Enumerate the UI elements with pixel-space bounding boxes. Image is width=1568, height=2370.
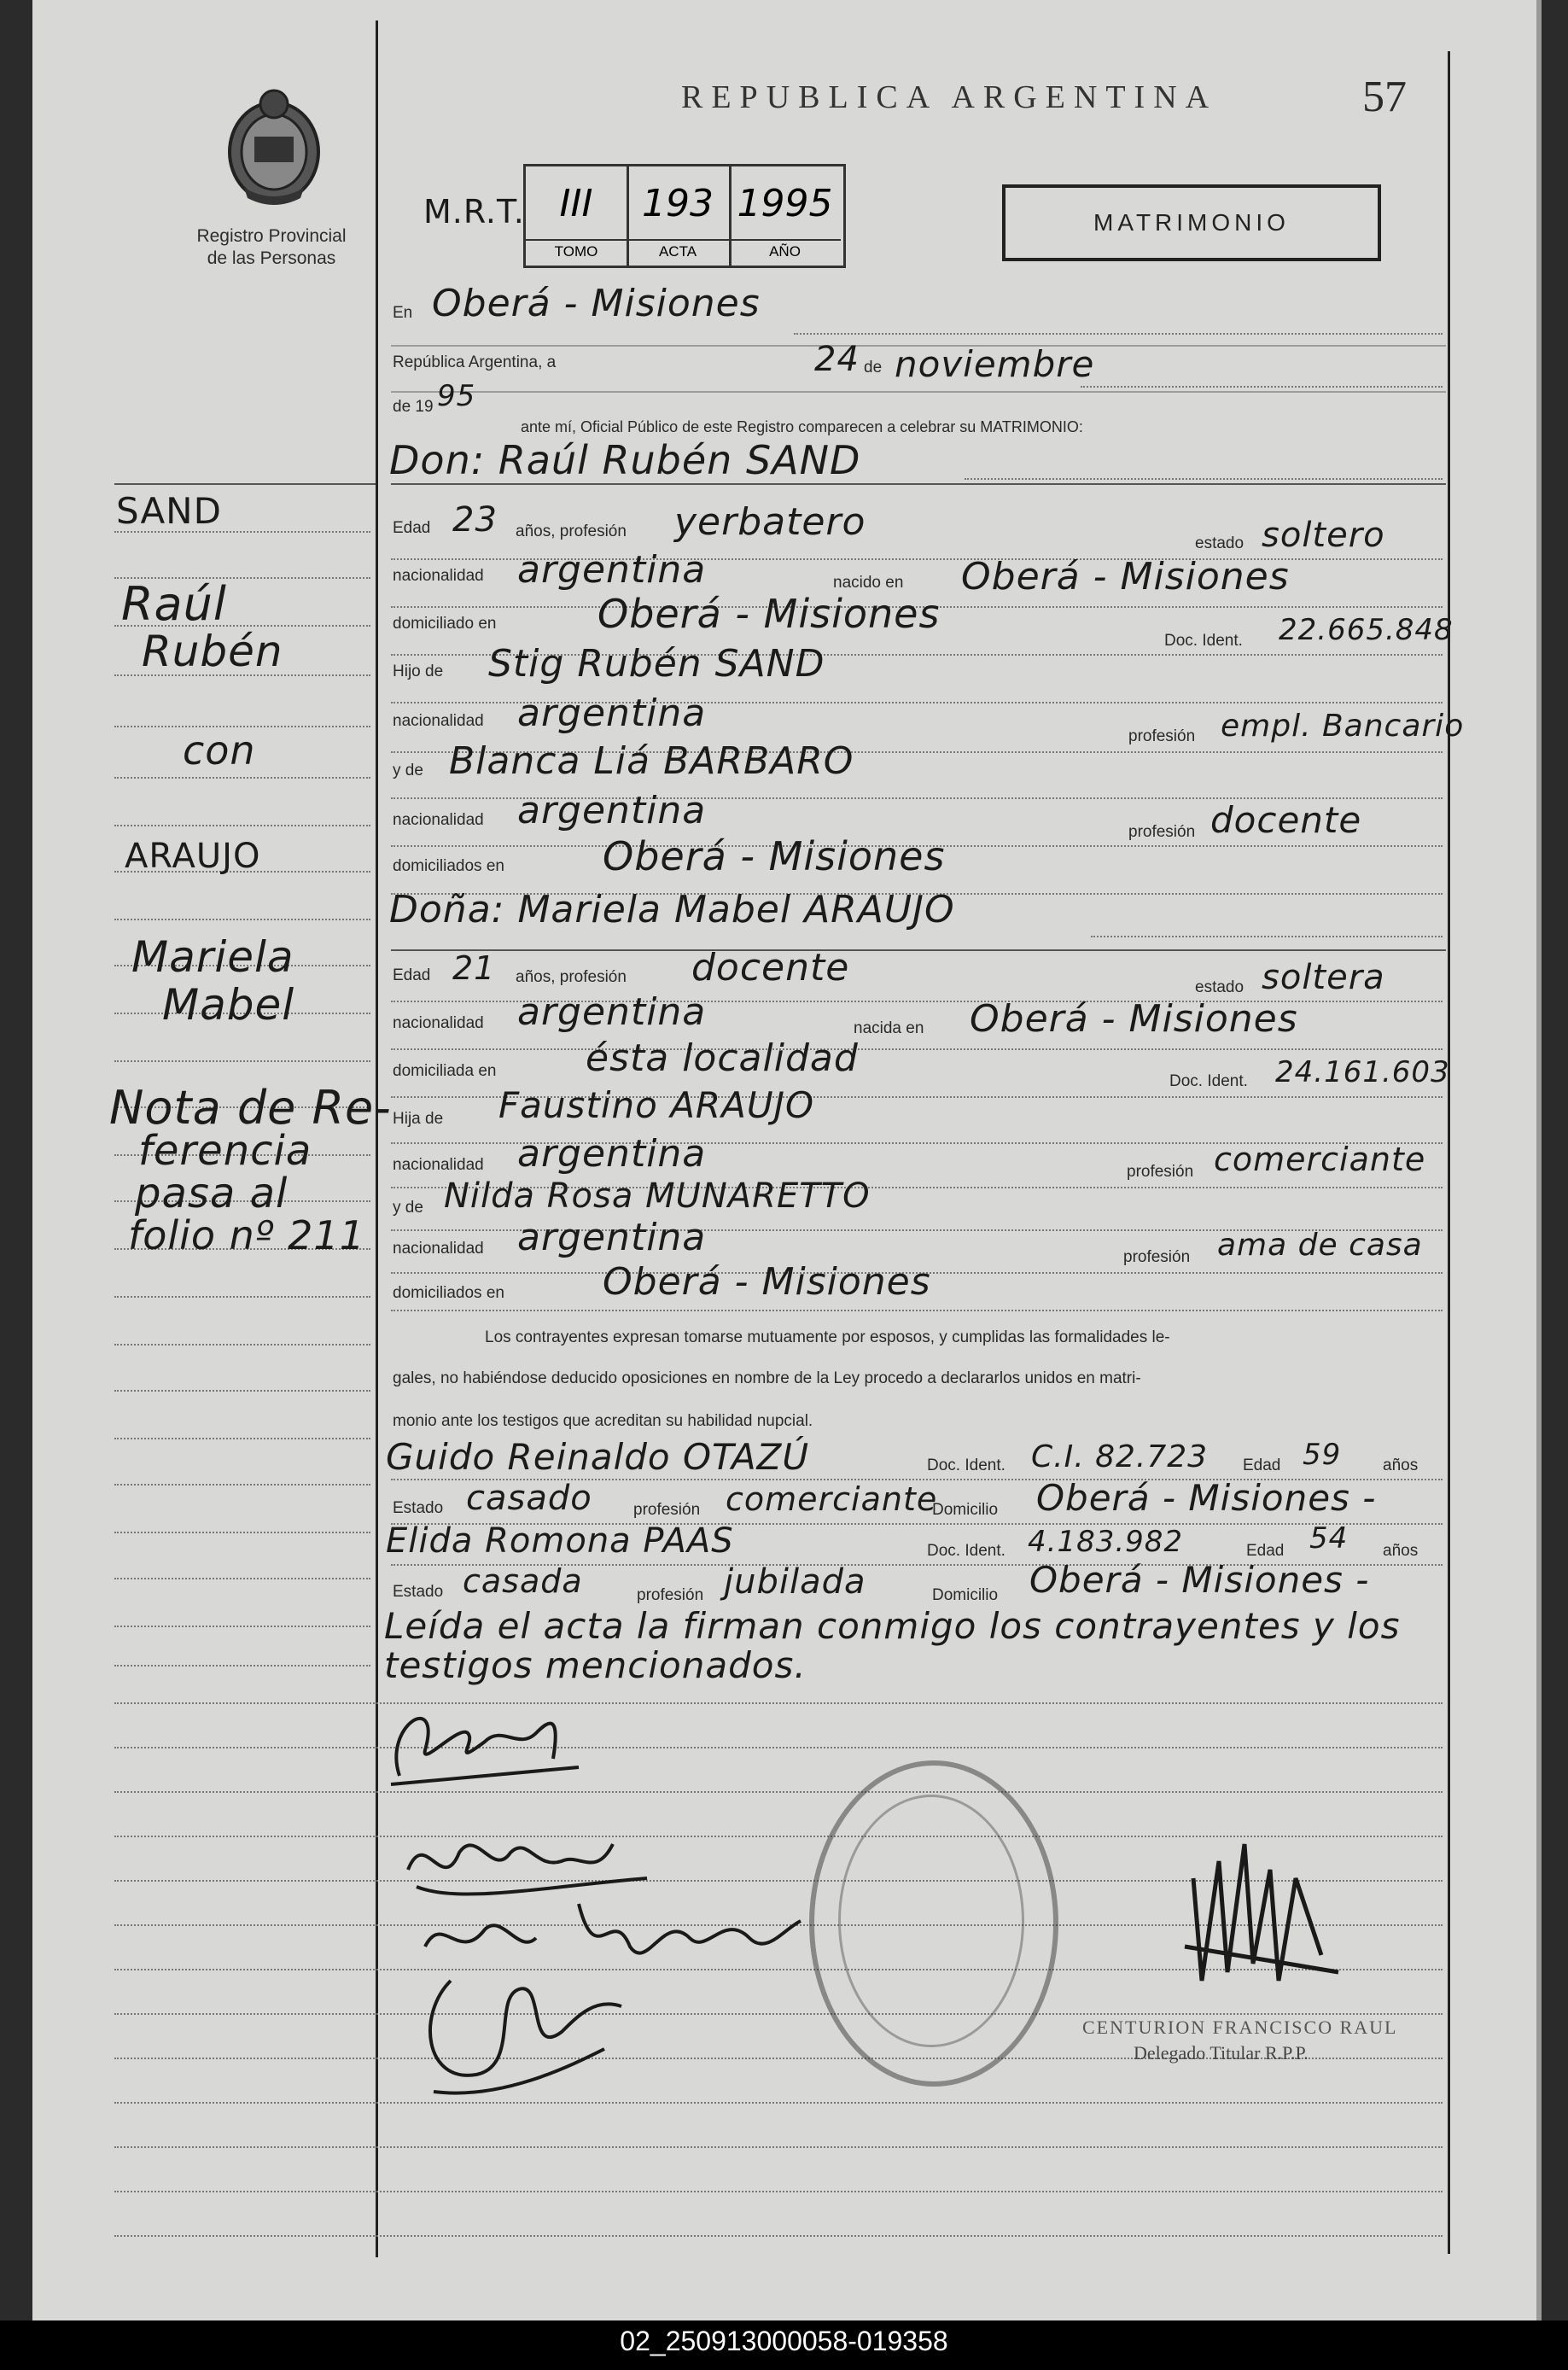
profesion-label: profesión bbox=[1128, 823, 1196, 841]
declaration-line1: Los contrayentes expresan tomarse mutuamente por esposos, y cumplidas las formalidades le- bbox=[485, 1328, 1170, 1346]
bride-line: Doña: Mariela Mabel ARAUJO bbox=[389, 888, 955, 931]
rule bbox=[391, 949, 1446, 951]
witness1-domicilio: Oberá - Misiones - bbox=[1036, 1477, 1377, 1519]
tomo-value: III bbox=[559, 182, 593, 225]
witness1-edad: 59 bbox=[1303, 1438, 1342, 1472]
declaration-line3: monio ante los testigos que acreditan su habilidad nupcial. bbox=[393, 1412, 813, 1430]
margin-line bbox=[114, 1344, 370, 1346]
groom-nacido: Oberá - Misiones bbox=[961, 555, 1290, 598]
margin-surname1: SAND bbox=[116, 490, 222, 532]
fill-line bbox=[965, 478, 1443, 480]
place-value: Oberá - Misiones bbox=[432, 282, 761, 325]
registry-label bbox=[169, 225, 374, 270]
official-name: CENTURION FRANCISCO RAUL bbox=[1082, 2017, 1398, 2038]
official-signature-icon bbox=[1176, 1827, 1347, 2015]
bride-estado: soltera bbox=[1262, 958, 1385, 997]
margin-note3: pasa al bbox=[135, 1170, 289, 1217]
mrt-label: M.R.T. bbox=[423, 193, 525, 231]
fill-line bbox=[114, 1702, 1443, 1704]
groom-father: Stig Rubén SAND bbox=[488, 642, 825, 686]
nacionalidad-label: nacionalidad bbox=[393, 1014, 484, 1032]
groom-edad: 23 bbox=[452, 500, 498, 540]
margin-line bbox=[114, 1626, 370, 1627]
fill-line bbox=[114, 2102, 1443, 2104]
official-seal-stamp bbox=[809, 1760, 1058, 2087]
witness1-name: Guido Reinaldo OTAZÚ bbox=[386, 1436, 810, 1478]
acta-label: ACTA bbox=[627, 239, 729, 260]
bride-domicilio: ésta localidad bbox=[586, 1036, 859, 1080]
witness2-signature-icon bbox=[399, 1947, 656, 2109]
declaration-line2: gales, no habiéndose deducido oposiciones en nombre de la Ley procedo a declararlos unidos en matri- bbox=[393, 1369, 1141, 1387]
fill-line bbox=[1081, 386, 1443, 388]
witness2-name: Elida Romona PAAS bbox=[386, 1521, 734, 1561]
nacida-label: nacida en bbox=[854, 1019, 924, 1037]
margin-given1b: Rubén bbox=[142, 627, 283, 676]
y-de-label: y de bbox=[393, 1199, 423, 1217]
year-prefix: de 19 bbox=[393, 398, 434, 416]
registry-label-line2: de las Personas bbox=[207, 248, 336, 268]
republica-label: República Argentina, a bbox=[393, 353, 557, 371]
witness2-estado: casada bbox=[463, 1562, 583, 1600]
hijo-label: Hijo de bbox=[393, 663, 444, 680]
country-heading: REPUBLICA ARGENTINA bbox=[681, 79, 1218, 115]
anos-label: años bbox=[1383, 1542, 1419, 1560]
domiciliados-label: domiciliados en bbox=[393, 1284, 504, 1302]
profesion-label: profesión bbox=[637, 1586, 704, 1604]
edad-label: Edad bbox=[1246, 1542, 1285, 1560]
margin-given1a: Raúl bbox=[121, 577, 227, 631]
margin-line bbox=[114, 919, 370, 920]
groom-line: Don: Raúl Rubén SAND bbox=[389, 437, 861, 483]
margin-divider bbox=[376, 20, 378, 2257]
bride-nacida: Oberá - Misiones bbox=[970, 997, 1298, 1041]
fill-line bbox=[391, 1310, 1443, 1311]
anos-profesion-label: años, profesión bbox=[516, 968, 627, 986]
month-value: noviembre bbox=[895, 343, 1095, 385]
anio-value: 1995 bbox=[737, 182, 833, 225]
anos-profesion-label: años, profesión bbox=[516, 522, 627, 540]
margin-line bbox=[114, 1060, 370, 1062]
margin-line bbox=[114, 1438, 370, 1439]
edad-label: Edad bbox=[393, 519, 431, 537]
doc-ident-label: Doc. Ident. bbox=[1169, 1072, 1248, 1090]
hija-label: Hija de bbox=[393, 1110, 444, 1128]
bride-doc: 24.161.603 bbox=[1275, 1055, 1450, 1089]
closing-line2: testigos mencionados. bbox=[384, 1644, 807, 1686]
margin-line bbox=[114, 1484, 370, 1486]
groom-mother: Blanca Liá BARBARO bbox=[449, 739, 854, 783]
bride-mother-profesion: ama de casa bbox=[1217, 1228, 1423, 1263]
register-page bbox=[32, 0, 1542, 2322]
witness1-estado: casado bbox=[466, 1479, 592, 1518]
domiciliada-label: domiciliada en bbox=[393, 1062, 497, 1080]
witness1-doc: C.I. 82.723 bbox=[1031, 1439, 1209, 1474]
profesion-label: profesión bbox=[1123, 1248, 1191, 1266]
bride-profesion: docente bbox=[691, 946, 850, 989]
margin-line bbox=[114, 1532, 370, 1533]
bride-edad: 21 bbox=[452, 949, 496, 987]
groom-father-profesion: empl. Bancario bbox=[1221, 709, 1465, 744]
bride-parents-domicilio: Oberá - Misiones bbox=[603, 1260, 931, 1304]
nacido-label: nacido en bbox=[833, 574, 904, 592]
year-suffix: 95 bbox=[437, 379, 476, 413]
fill-line bbox=[794, 333, 1443, 335]
anio-label: AÑO bbox=[729, 239, 841, 260]
seal-inner-ring bbox=[838, 1795, 1024, 2047]
groom-father-nacionalidad: argentina bbox=[517, 692, 707, 735]
witness1-profesion: comerciante bbox=[726, 1480, 938, 1518]
margin-line bbox=[114, 777, 370, 779]
rule bbox=[391, 391, 1446, 393]
anio-cell bbox=[729, 166, 841, 266]
estado-cap-label: Estado bbox=[393, 1583, 444, 1601]
profesion-label: profesión bbox=[633, 1501, 701, 1519]
bride-father: Faustino ARAUJO bbox=[498, 1084, 815, 1126]
witness2-profesion: jubilada bbox=[724, 1562, 866, 1602]
domiciliado-label: domiciliado en bbox=[393, 615, 497, 633]
groom-mother-nacionalidad: argentina bbox=[517, 789, 707, 832]
doc-ident-label: Doc. Ident. bbox=[927, 1456, 1006, 1474]
domiciliados-label: domiciliados en bbox=[393, 857, 504, 875]
groom-profesion: yerbatero bbox=[674, 500, 866, 544]
domicilio-label: Domicilio bbox=[932, 1501, 999, 1519]
day-value: 24 bbox=[814, 340, 860, 379]
estado-cap-label: Estado bbox=[393, 1499, 444, 1517]
anos-label: años bbox=[1383, 1456, 1419, 1474]
de-label: de bbox=[864, 359, 883, 377]
margin-line bbox=[114, 1390, 370, 1392]
groom-mother-profesion: docente bbox=[1210, 799, 1362, 841]
witness2-domicilio: Oberá - Misiones - bbox=[1029, 1559, 1370, 1601]
margin-note1: Nota de Re- bbox=[109, 1081, 392, 1135]
margin-surname2: ARAUJO bbox=[125, 837, 261, 876]
margin-rule bbox=[114, 483, 376, 485]
margin-line bbox=[114, 1578, 370, 1579]
bride-mother-nacionalidad: argentina bbox=[517, 1216, 707, 1259]
fill-line bbox=[114, 2191, 1443, 2192]
domicilio-label: Domicilio bbox=[932, 1586, 999, 1604]
bride-nacionalidad: argentina bbox=[517, 990, 707, 1034]
margin-line bbox=[114, 1665, 370, 1667]
fill-line bbox=[114, 1791, 1443, 1793]
registry-label-line1: Registro Provincial bbox=[196, 226, 347, 246]
scan-id: 02_250913000058-019358 bbox=[620, 2326, 948, 2356]
witness2-doc: 4.183.982 bbox=[1028, 1525, 1184, 1559]
bride-father-nacionalidad: argentina bbox=[517, 1132, 707, 1176]
en-label: En bbox=[393, 304, 413, 322]
groom-estado: soltero bbox=[1262, 516, 1385, 555]
tomo-cell bbox=[526, 166, 629, 266]
nacionalidad-label: nacionalidad bbox=[393, 811, 484, 829]
y-de-label: y de bbox=[393, 762, 423, 779]
groom-nacionalidad: argentina bbox=[517, 548, 707, 592]
nacionalidad-label: nacionalidad bbox=[393, 1156, 484, 1174]
right-border bbox=[1448, 51, 1450, 2254]
acta-value: 193 bbox=[642, 182, 714, 225]
edad-label: Edad bbox=[1243, 1456, 1281, 1474]
margin-given2a: Mariela bbox=[131, 932, 294, 982]
margin-note4: folio nº 211 bbox=[128, 1212, 365, 1258]
record-number-box bbox=[523, 164, 846, 268]
margin-given2b: Mabel bbox=[162, 980, 295, 1030]
groom-domicilio: Oberá - Misiones bbox=[597, 591, 941, 637]
margin-line bbox=[114, 825, 370, 826]
official-title: Delegado Titular R.P.P. bbox=[1134, 2042, 1309, 2064]
groom-doc: 22.665.848 bbox=[1279, 613, 1454, 647]
tomo-label: TOMO bbox=[526, 239, 627, 260]
margin-note2: ferencia bbox=[138, 1127, 312, 1175]
nacionalidad-label: nacionalidad bbox=[393, 1240, 484, 1258]
document-type: MATRIMONIO bbox=[1093, 209, 1290, 236]
witness2-edad: 54 bbox=[1309, 1521, 1349, 1556]
bride-mother: Nilda Rosa MUNARETTO bbox=[444, 1176, 871, 1216]
groom-parents-domicilio: Oberá - Misiones bbox=[603, 833, 946, 879]
nacionalidad-label: nacionalidad bbox=[393, 712, 484, 730]
page-number: 57 bbox=[1362, 73, 1407, 121]
closing-line1: Leída el acta la firman conmigo los contrayentes y los bbox=[384, 1605, 1401, 1647]
intro-text: ante mí, Oficial Público de este Registro comparecen a celebrar su MATRIMONIO: bbox=[521, 418, 1083, 435]
profesion-label: profesión bbox=[1128, 727, 1196, 745]
rule bbox=[391, 483, 1446, 485]
fill-line bbox=[114, 1747, 1443, 1748]
profesion-label: profesión bbox=[1127, 1163, 1194, 1181]
doc-ident-label: Doc. Ident. bbox=[927, 1542, 1006, 1560]
acta-cell bbox=[627, 166, 732, 266]
doc-ident-label: Doc. Ident. bbox=[1164, 632, 1243, 650]
edad-label: Edad bbox=[393, 966, 431, 984]
fill-line bbox=[114, 2235, 1443, 2237]
bride-father-profesion: comerciante bbox=[1214, 1141, 1426, 1178]
document-type-box bbox=[1002, 184, 1381, 261]
fill-line bbox=[391, 1048, 1443, 1050]
margin-line bbox=[114, 1296, 370, 1298]
groom-signature-icon bbox=[374, 1673, 630, 1801]
margin-con: con bbox=[183, 727, 256, 773]
fill-line bbox=[114, 2146, 1443, 2148]
nacionalidad-label: nacionalidad bbox=[393, 567, 484, 585]
fill-line bbox=[1091, 936, 1443, 937]
estado-label: estado bbox=[1195, 978, 1244, 996]
provincial-crest-icon bbox=[219, 85, 329, 212]
estado-label: estado bbox=[1195, 534, 1244, 552]
